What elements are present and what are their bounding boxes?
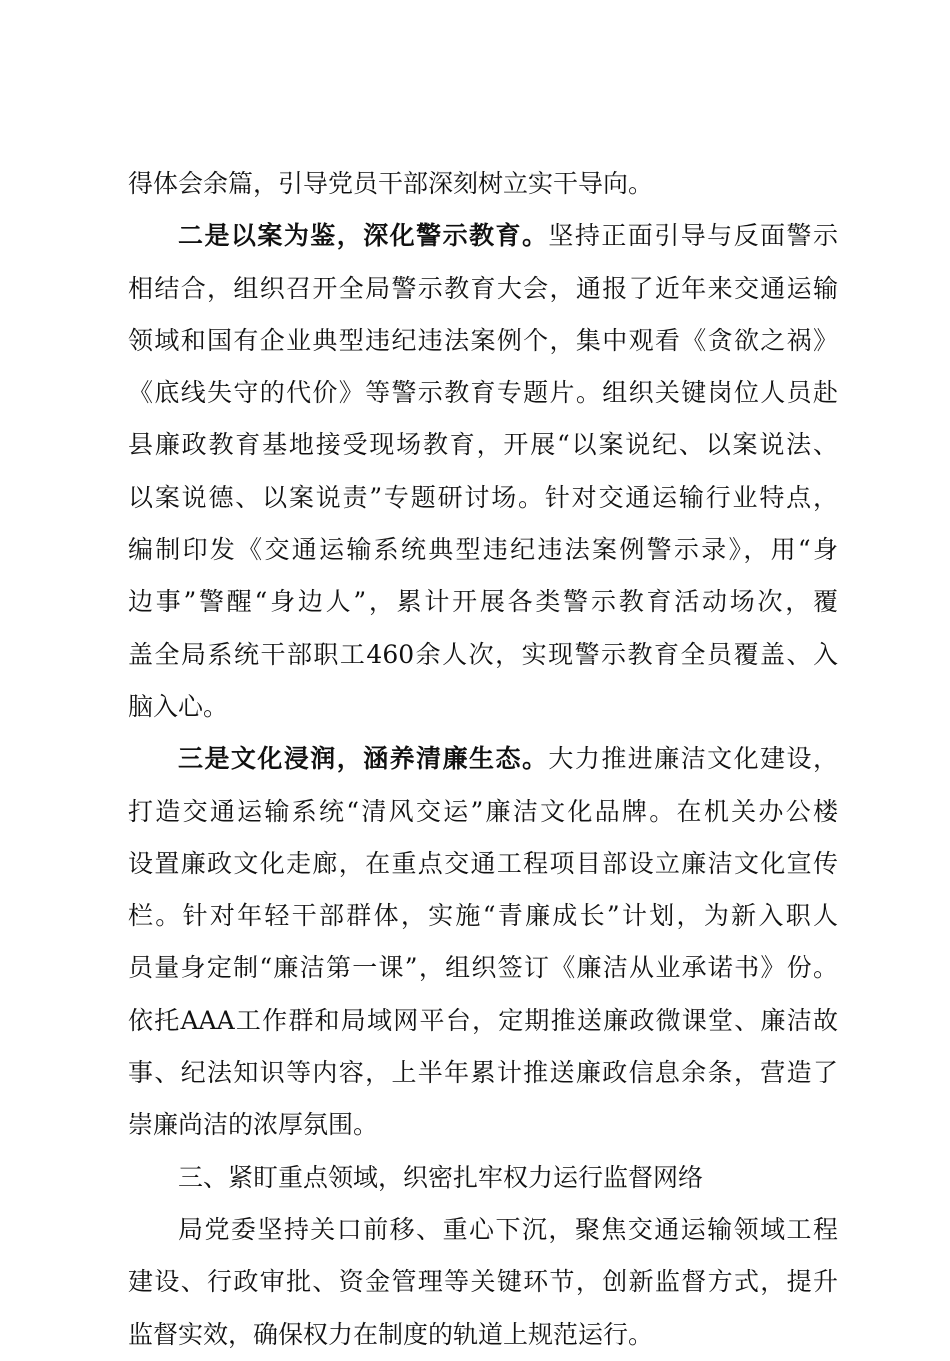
paragraph-line	[128, 733, 838, 785]
paragraph-line: 编制印发《交通运输系统典型违纪违法案例警示录》，用“身	[128, 535, 838, 565]
paragraph-line: 事、纪法知识等内容，上半年累计推送廉政信息余条，营造了	[128, 1058, 838, 1088]
paragraph-text: 坚持正面引导与反面警示	[548, 221, 838, 251]
paragraph-line: 领域和国有企业典型违纪违法案例个，集中观看《贪欲之祸》	[128, 325, 838, 355]
paragraph-line: 员量身定制“廉洁第一课”，组织签订《廉洁从业承诺书》份。	[128, 953, 838, 983]
paragraph-line: 崇廉尚洁的浓厚氛围。	[128, 1110, 379, 1140]
paragraph-text: 大力推进廉洁文化建设，	[548, 744, 838, 774]
document-body	[128, 158, 838, 1361]
paragraph-line: 脑入心。	[128, 691, 229, 721]
paragraph-line: 得体会余篇，引导党员干部深刻树立实干导向。	[128, 169, 654, 198]
paragraph-line: 依托AAA工作群和局域网平台，定期推送廉政微课堂、廉洁故	[128, 1005, 838, 1035]
paragraph-heading: 三是文化浸润，涵养清廉生态。	[178, 744, 549, 774]
paragraph-line	[128, 210, 838, 262]
section-heading: 三、紧盯重点领域，织密扎牢权力运行监督网络	[178, 1162, 704, 1192]
paragraph-line: 县廉政教育基地接受现场教育，开展“以案说纪、以案说法、	[128, 430, 838, 460]
paragraph-line: 建设、行政审批、资金管理等关键环节，创新监督方式，提升	[128, 1267, 838, 1297]
paragraph-heading: 二是以案为鉴，深化警示教育。	[178, 221, 549, 251]
paragraph-line: 栏。针对年轻干部群体，实施“青廉成长”计划，为新入职人	[128, 901, 838, 931]
paragraph-line: 相结合，组织召开全局警示教育大会，通报了近年来交通运输	[128, 273, 838, 303]
paragraph-line: 《底线失守的代价》等警示教育专题片。组织关键岗位人员赴	[128, 378, 838, 408]
paragraph-line: 局党委坚持关口前移、重心下沉，聚焦交通运输领域工程	[178, 1214, 838, 1244]
paragraph-line: 盖全局系统干部职工460余人次，实现警示教育全员覆盖、入	[128, 639, 838, 669]
paragraph-line: 打造交通运输系统“清风交运”廉洁文化品牌。在机关办公楼	[128, 796, 838, 826]
paragraph-line: 边事”警醒“身边人”，累计开展各类警示教育活动场次，覆	[128, 587, 838, 617]
paragraph-line: 监督实效，确保权力在制度的轨道上规范运行。	[128, 1319, 654, 1349]
paragraph-line: 以案说德、以案说责”专题研讨场。针对交通运输行业特点，	[128, 482, 838, 512]
paragraph-line: 设置廉政文化走廊，在重点交通工程项目部设立廉洁文化宣传	[128, 848, 838, 878]
